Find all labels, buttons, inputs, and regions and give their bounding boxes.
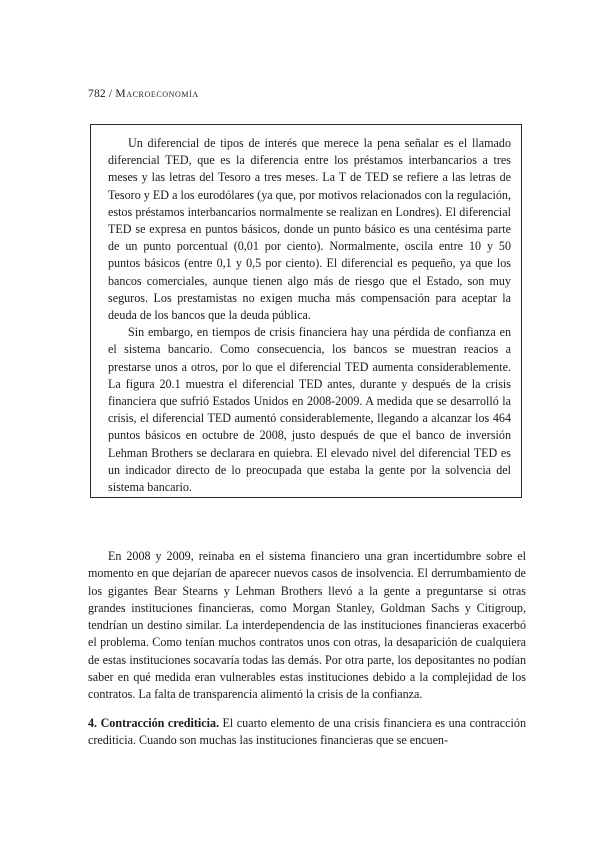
book-title: Macroeconomía xyxy=(115,88,199,100)
body-paragraph-1: En 2008 y 2009, reinaba en el sistema financiero una gran incertidumbre sobre el momento en que dejarían de aparecer nuevos casos de insolvencia. El derrumbamiento de los gigantes Bear Stearns y Lehman Brothers llevó a la gente a preguntarse si otras grandes instituciones financieras, como Morgan Stanley, Goldman Sachs y Citigroup, tendrían un destino similar. La interdependencia de las instituciones financieras exacerbó el problema. Como tenían muchos contratos unos con otras, la desaparición de cualquiera de estas instituciones socavaría todas las demás. Por otra parte, los depositantes no podían saber en qué medida eran vulnerables estas instituciones debido a la complejidad de los contratos. La falta de transparencia alimentó la crisis de la confianza. xyxy=(88,549,526,702)
box-paragraph-2: Sin embargo, en tiempos de crisis financiera hay una pérdida de confianza en el sistema bancario. Como consecuencia, los bancos se muestran reacios a prestarse unos a otros, por lo que el diferencial TED aumenta considerablemente. La figura 20.1 muestra el diferencial TED antes, durante y después de la crisis financiera que sufrió Estados Unidos en 2008-2009. A medida que se desarrolló la crisis, el diferencial TED aumentó considerablemente, llegando a alcanzar los 464 puntos básicos en octubre de 2008, justo después de que el banco de inversión Lehman Brothers se declarara en quiebra. El elevado nivel del diferencial TED es un indicador directo de lo preocupada que estaba la gente por la solvencia del sistema bancario. xyxy=(108,325,511,495)
running-header xyxy=(88,88,199,100)
sidebar-box xyxy=(90,124,522,498)
header-separator: / xyxy=(105,88,116,100)
section-text: El cuarto elemento de una crisis financiera es una contracción crediticia. Cuando son muchas las instituciones financieras que se encuen- xyxy=(88,715,526,747)
page-number: 782 xyxy=(88,88,106,100)
section-paragraph xyxy=(88,715,526,750)
section-heading: 4. Contracción crediticia. xyxy=(88,715,220,730)
main-text xyxy=(88,548,526,749)
box-paragraph-1: Un diferencial de tipos de interés que merece la pena señalar es el llamado diferencial TED, que es la diferencia entre los préstamos interbancarios a tres meses y las letras del Tesoro a tres meses. La T de TED se refiere a las letras de Tesoro y ED a los eurodólares (ya que, por motivos relacionados con la regulación, estos préstamos interbancarios normalmente se realizan en Londres). El diferencial TED se expresa en puntos básicos, donde un punto básico es una centésima parte de un punto porcentual (0,01 por ciento). Normalmente, oscila entre 10 y 50 puntos básicos (entre 0,1 y 0,5 por ciento). El diferencial es pequeño, ya que los bancos comerciales, aunque tienen algo más de riesgo que el Estado, son muy seguros. Los prestamistas no exigen mucha más compensación para aceptar la deuda de los bancos que la deuda pública. xyxy=(108,136,511,323)
